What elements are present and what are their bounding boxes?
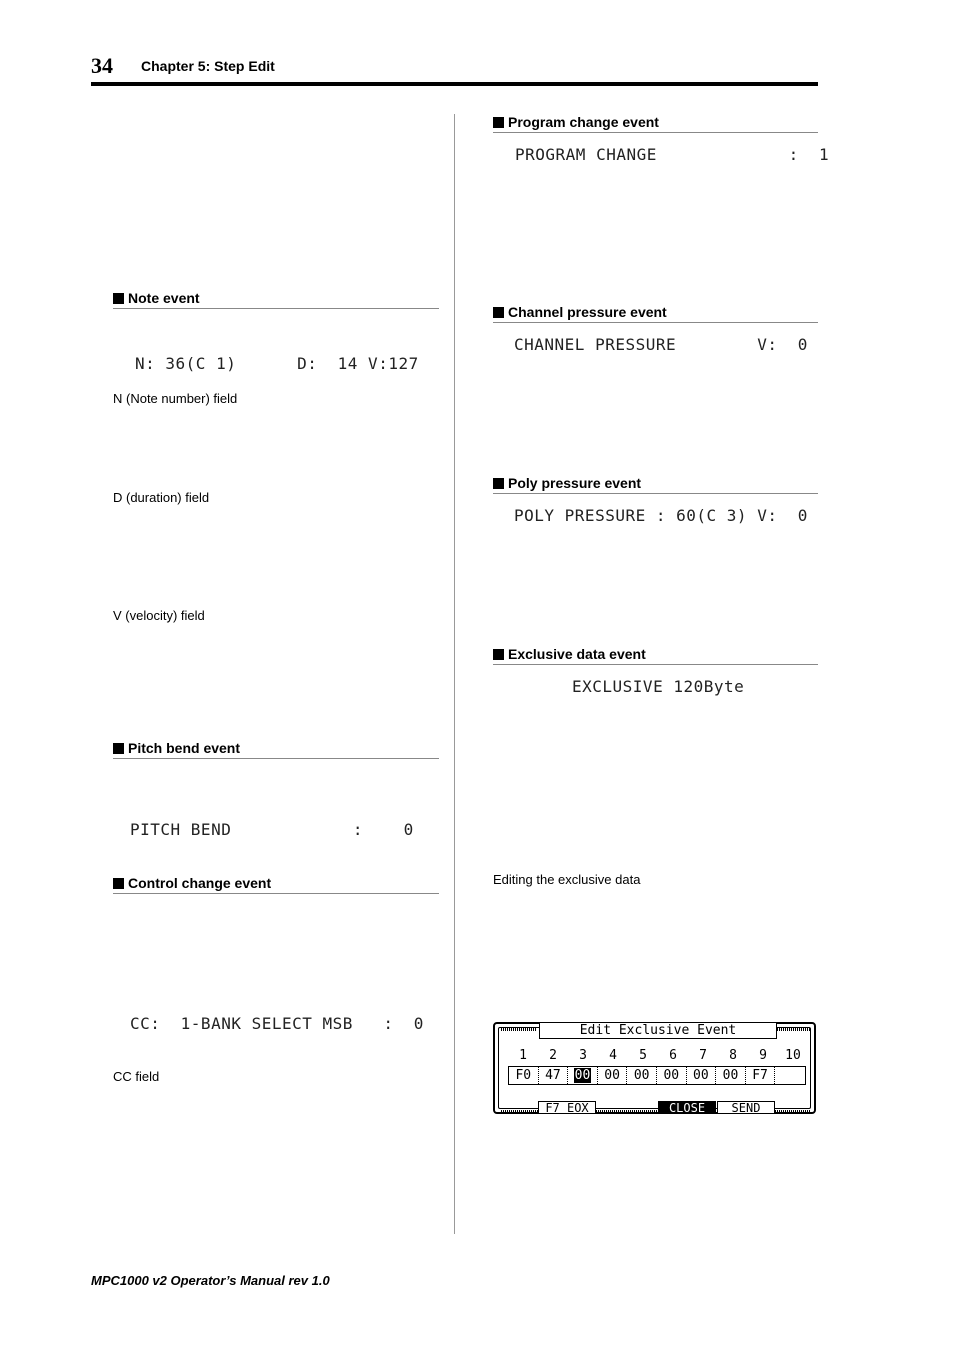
page-number: 34 [91,53,113,78]
byte-index: 4 [609,1048,617,1063]
byte-value: 00 [633,1068,650,1083]
bullet-square-icon [113,293,124,304]
byte-cell[interactable] [598,1067,628,1084]
poly-pressure-event-heading [493,475,818,494]
byte-index: 5 [639,1048,647,1063]
bullet-square-icon [493,478,504,489]
byte-cell[interactable] [775,1067,805,1084]
pitch-bend-event-heading-text: Pitch bend event [128,740,241,756]
title-hatch-left [501,1028,537,1031]
byte-cell[interactable] [746,1067,776,1084]
editing-exclusive-data-caption: Editing the exclusive data [493,872,641,887]
exclusive-data-event-heading-text: Exclusive data event [508,646,646,662]
byte-value: 00 [574,1068,591,1083]
edit-exclusive-event-dialog [493,1022,816,1114]
title-hatch-right [777,1028,810,1031]
byte-value: 00 [693,1068,709,1083]
byte-cell[interactable] [509,1067,539,1084]
program-change-lcd: PROGRAM CHANGE : 1 [515,145,830,164]
chapter-title: Chapter 5: Step Edit [141,58,275,74]
note-event-lcd: N: 36(C 1) D: 14 V:127 [135,354,419,373]
note-event-heading [113,290,439,309]
close-button[interactable]: CLOSE [658,1101,716,1114]
duration-field-caption: D (duration) field [113,490,210,505]
fkey-hatch-middle [596,1110,658,1112]
bullet-square-icon [113,743,124,754]
bullet-square-icon [493,649,504,660]
program-change-event-heading-text: Program change event [508,114,659,130]
pitch-bend-event-heading [113,740,439,759]
control-change-event-heading [113,875,439,894]
byte-cell[interactable] [716,1067,746,1084]
exclusive-data-lcd: EXCLUSIVE 120Byte [572,677,745,696]
byte-value: 00 [663,1068,680,1083]
velocity-field-caption: V (velocity) field [113,608,205,623]
bullet-square-icon [113,878,124,889]
byte-value: 00 [604,1068,620,1083]
byte-value-row [508,1066,806,1085]
byte-cell[interactable] [539,1067,569,1084]
byte-index: 2 [549,1048,557,1063]
byte-index: 9 [759,1048,767,1063]
exclusive-data-event-heading [493,646,818,665]
fkey-hatch-right [775,1110,810,1112]
channel-pressure-event-heading-text: Channel pressure event [508,304,667,320]
channel-pressure-event-heading [493,304,818,323]
note-number-field-caption: N (Note number) field [113,391,238,406]
poly-pressure-event-heading-text: Poly pressure event [508,475,642,491]
byte-index: 7 [699,1048,707,1063]
byte-index-row [508,1048,808,1064]
bullet-square-icon [493,307,504,318]
bullet-square-icon [493,117,504,128]
channel-pressure-lcd: CHANNEL PRESSURE V: 0 [514,335,808,354]
note-event-heading-text: Note event [128,290,200,306]
byte-index: 3 [579,1048,587,1063]
pitch-bend-lcd: PITCH BEND : 0 [130,820,414,839]
byte-value: 47 [545,1068,561,1083]
poly-pressure-lcd: POLY PRESSURE : 60(C 3) V: 0 [514,506,808,525]
byte-cell[interactable] [687,1067,717,1084]
control-change-event-heading-text: Control change event [128,875,272,891]
column-divider [454,114,455,1234]
byte-value: F0 [515,1068,532,1083]
f7-eox-button[interactable]: F7 EOX [538,1101,596,1114]
byte-index: 6 [669,1048,677,1063]
header-rule [91,82,818,86]
byte-index: 1 [519,1048,527,1063]
fkey-hatch-left [501,1110,538,1112]
byte-value: 00 [722,1068,739,1083]
byte-cell-selected[interactable] [568,1067,598,1084]
byte-index: 10 [785,1048,801,1063]
byte-cell[interactable] [627,1067,657,1084]
cc-field-caption: CC field [113,1069,160,1084]
footer-manual-title: MPC1000 v2 Operator’s Manual rev 1.0 [91,1273,330,1288]
dialog-title: Edit Exclusive Event [539,1022,777,1039]
send-button[interactable]: SEND [717,1101,775,1114]
byte-cell[interactable] [657,1067,687,1084]
byte-value: F7 [752,1068,768,1083]
program-change-event-heading [493,114,818,133]
control-change-lcd: CC: 1-BANK SELECT MSB : 0 [130,1014,424,1033]
byte-index: 8 [729,1048,737,1063]
